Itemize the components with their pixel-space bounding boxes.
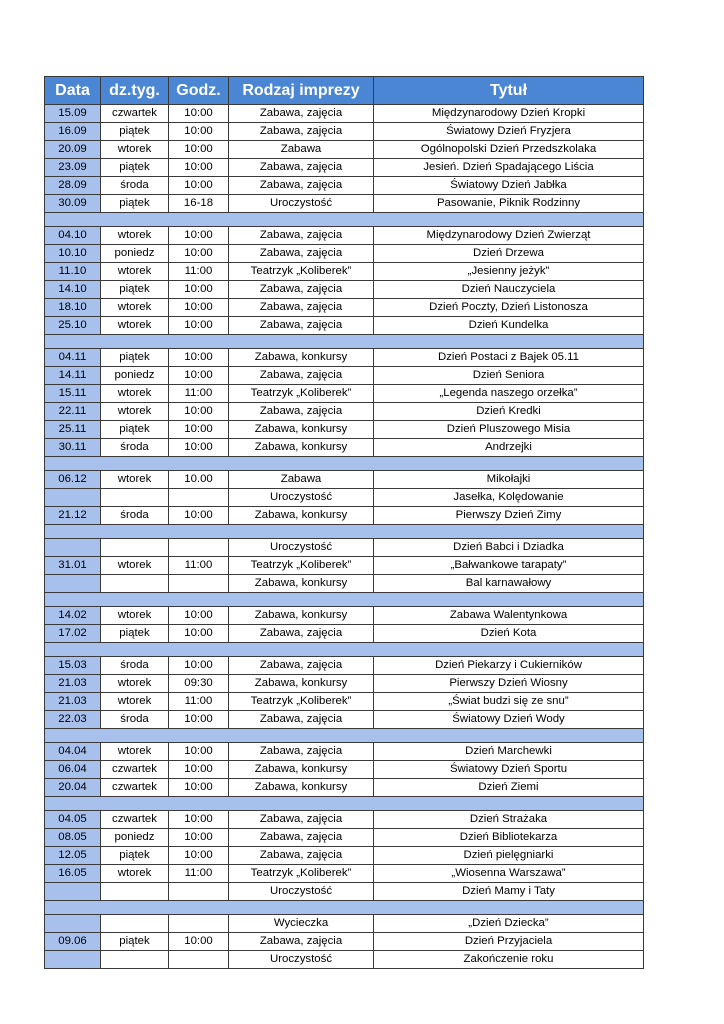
- cell-type: Zabawa, zajęcia: [229, 281, 374, 299]
- cell-date: 22.11: [45, 403, 101, 421]
- cell-date: 21.03: [45, 693, 101, 711]
- month-separator: [45, 335, 644, 349]
- table-row: [45, 575, 644, 593]
- cell-title: Dzień Kota: [374, 625, 644, 643]
- cell-title: „Dzień Dziecka”: [374, 915, 644, 933]
- cell-date: [45, 951, 101, 969]
- table-row: [45, 281, 644, 299]
- cell-type: Zabawa: [229, 141, 374, 159]
- table-row: [45, 245, 644, 263]
- cell-time: 10:00: [169, 829, 229, 847]
- table-row: [45, 159, 644, 177]
- table-row: [45, 693, 644, 711]
- header-time: Godz.: [169, 77, 229, 105]
- cell-date: 04.10: [45, 227, 101, 245]
- cell-type: Zabawa, zajęcia: [229, 245, 374, 263]
- cell-title: Międzynarodowy Dzień Zwierząt: [374, 227, 644, 245]
- cell-title: Dzień Kundelka: [374, 317, 644, 335]
- cell-time: 10:00: [169, 367, 229, 385]
- separator-cell: [45, 593, 644, 607]
- cell-date: 20.04: [45, 779, 101, 797]
- cell-time: 10:00: [169, 507, 229, 525]
- cell-date: 17.02: [45, 625, 101, 643]
- cell-date: 06.12: [45, 471, 101, 489]
- cell-date: 25.10: [45, 317, 101, 335]
- header-date: Data: [45, 77, 101, 105]
- month-separator: [45, 593, 644, 607]
- table-row: [45, 847, 644, 865]
- cell-type: Teatrzyk „Koliberek”: [229, 865, 374, 883]
- cell-date: 21.03: [45, 675, 101, 693]
- cell-time: [169, 883, 229, 901]
- table-row: [45, 933, 644, 951]
- cell-type: Zabawa, zajęcia: [229, 829, 374, 847]
- table-row: [45, 657, 644, 675]
- cell-day: piątek: [101, 281, 169, 299]
- cell-date: 14.11: [45, 367, 101, 385]
- cell-title: Światowy Dzień Wody: [374, 711, 644, 729]
- separator-cell: [45, 729, 644, 743]
- cell-type: Zabawa, zajęcia: [229, 367, 374, 385]
- cell-time: 10:00: [169, 421, 229, 439]
- cell-date: 06.04: [45, 761, 101, 779]
- cell-date: 16.05: [45, 865, 101, 883]
- cell-day: piątek: [101, 123, 169, 141]
- cell-time: 10:00: [169, 607, 229, 625]
- cell-type: Zabawa, konkursy: [229, 761, 374, 779]
- cell-day: wtorek: [101, 299, 169, 317]
- cell-title: „Świat budzi się ze snu”: [374, 693, 644, 711]
- cell-type: Uroczystość: [229, 195, 374, 213]
- cell-title: Bal karnawałowy: [374, 575, 644, 593]
- cell-date: [45, 489, 101, 507]
- table-row: [45, 779, 644, 797]
- cell-time: 10:00: [169, 403, 229, 421]
- cell-day: wtorek: [101, 317, 169, 335]
- cell-day: wtorek: [101, 693, 169, 711]
- separator-cell: [45, 901, 644, 915]
- cell-day: środa: [101, 657, 169, 675]
- cell-date: 15.11: [45, 385, 101, 403]
- header-title: Tytuł: [374, 77, 644, 105]
- cell-day: wtorek: [101, 675, 169, 693]
- cell-time: 10:00: [169, 281, 229, 299]
- cell-date: 28.09: [45, 177, 101, 195]
- cell-type: Wycieczka: [229, 915, 374, 933]
- cell-title: Jasełka, Kolędowanie: [374, 489, 644, 507]
- cell-time: 10:00: [169, 317, 229, 335]
- cell-day: poniedz: [101, 367, 169, 385]
- cell-title: Dzień Strażaka: [374, 811, 644, 829]
- cell-date: 21.12: [45, 507, 101, 525]
- cell-title: Dzień Poczty, Dzień Listonosza: [374, 299, 644, 317]
- cell-time: 10:00: [169, 847, 229, 865]
- cell-time: 11:00: [169, 385, 229, 403]
- cell-day: [101, 915, 169, 933]
- cell-type: Teatrzyk „Koliberek”: [229, 263, 374, 281]
- cell-date: [45, 883, 101, 901]
- table-row: [45, 829, 644, 847]
- cell-title: „Wiosenna Warszawa”: [374, 865, 644, 883]
- table-row: [45, 227, 644, 245]
- cell-day: środa: [101, 507, 169, 525]
- cell-time: 10:00: [169, 159, 229, 177]
- cell-title: Dzień pielęgniarki: [374, 847, 644, 865]
- table-row: [45, 675, 644, 693]
- cell-date: 15.09: [45, 105, 101, 123]
- cell-time: 11:00: [169, 263, 229, 281]
- cell-date: 04.04: [45, 743, 101, 761]
- cell-day: wtorek: [101, 557, 169, 575]
- cell-type: Zabawa, konkursy: [229, 675, 374, 693]
- cell-time: 10:00: [169, 625, 229, 643]
- cell-time: 10:00: [169, 177, 229, 195]
- cell-day: środa: [101, 439, 169, 457]
- table-row: [45, 915, 644, 933]
- table-header: [45, 77, 644, 105]
- cell-title: Dzień Babci i Dziadka: [374, 539, 644, 557]
- cell-date: [45, 915, 101, 933]
- table-row: [45, 507, 644, 525]
- cell-day: piątek: [101, 847, 169, 865]
- cell-time: 10:00: [169, 711, 229, 729]
- cell-title: Dzień Nauczyciela: [374, 281, 644, 299]
- table-row: [45, 761, 644, 779]
- cell-time: [169, 575, 229, 593]
- cell-day: wtorek: [101, 607, 169, 625]
- cell-day: poniedz: [101, 245, 169, 263]
- cell-time: 10:00: [169, 657, 229, 675]
- cell-type: Zabawa, konkursy: [229, 421, 374, 439]
- cell-day: piątek: [101, 349, 169, 367]
- cell-time: 10:00: [169, 227, 229, 245]
- header-day: dz.tyg.: [101, 77, 169, 105]
- cell-title: Międzynarodowy Dzień Kropki: [374, 105, 644, 123]
- cell-type: Zabawa, konkursy: [229, 507, 374, 525]
- cell-date: 31.01: [45, 557, 101, 575]
- cell-title: Dzień Bibliotekarza: [374, 829, 644, 847]
- cell-day: czwartek: [101, 105, 169, 123]
- month-separator: [45, 457, 644, 471]
- cell-day: wtorek: [101, 263, 169, 281]
- table-row: [45, 625, 644, 643]
- cell-title: Pierwszy Dzień Zimy: [374, 507, 644, 525]
- cell-type: Zabawa, zajęcia: [229, 711, 374, 729]
- cell-date: 04.11: [45, 349, 101, 367]
- table-row: [45, 811, 644, 829]
- cell-day: środa: [101, 711, 169, 729]
- cell-title: Zabawa Walentynkowa: [374, 607, 644, 625]
- cell-time: 10:00: [169, 811, 229, 829]
- cell-date: 18.10: [45, 299, 101, 317]
- cell-date: 30.11: [45, 439, 101, 457]
- cell-title: Andrzejki: [374, 439, 644, 457]
- cell-type: Zabawa, konkursy: [229, 607, 374, 625]
- cell-date: 08.05: [45, 829, 101, 847]
- cell-title: Pasowanie, Piknik Rodzinny: [374, 195, 644, 213]
- cell-title: Światowy Dzień Sportu: [374, 761, 644, 779]
- table-row: [45, 711, 644, 729]
- cell-time: 10:00: [169, 105, 229, 123]
- cell-title: „Bałwankowe tarapaty”: [374, 557, 644, 575]
- table-row: [45, 141, 644, 159]
- cell-date: 12.05: [45, 847, 101, 865]
- cell-day: piątek: [101, 933, 169, 951]
- cell-type: Zabawa, zajęcia: [229, 227, 374, 245]
- cell-type: Zabawa, konkursy: [229, 439, 374, 457]
- cell-title: Pierwszy Dzień Wiosny: [374, 675, 644, 693]
- header-type: Rodzaj imprezy: [229, 77, 374, 105]
- cell-date: 30.09: [45, 195, 101, 213]
- separator-cell: [45, 457, 644, 471]
- cell-type: Zabawa: [229, 471, 374, 489]
- cell-date: 22.03: [45, 711, 101, 729]
- table-row: [45, 883, 644, 901]
- cell-date: 14.10: [45, 281, 101, 299]
- cell-day: [101, 489, 169, 507]
- cell-day: wtorek: [101, 227, 169, 245]
- cell-date: 09.06: [45, 933, 101, 951]
- cell-date: 11.10: [45, 263, 101, 281]
- cell-day: piątek: [101, 625, 169, 643]
- table-row: [45, 403, 644, 421]
- cell-day: wtorek: [101, 743, 169, 761]
- cell-type: Zabawa, konkursy: [229, 779, 374, 797]
- cell-day: [101, 883, 169, 901]
- separator-cell: [45, 797, 644, 811]
- cell-day: piątek: [101, 421, 169, 439]
- cell-type: Zabawa, zajęcia: [229, 625, 374, 643]
- cell-title: Dzień Marchewki: [374, 743, 644, 761]
- cell-type: Zabawa, zajęcia: [229, 811, 374, 829]
- table-row: [45, 105, 644, 123]
- table-row: [45, 539, 644, 557]
- cell-day: [101, 539, 169, 557]
- cell-day: wtorek: [101, 865, 169, 883]
- cell-type: Teatrzyk „Koliberek”: [229, 693, 374, 711]
- cell-type: Uroczystość: [229, 489, 374, 507]
- table-row: [45, 123, 644, 141]
- cell-type: Zabawa, konkursy: [229, 575, 374, 593]
- cell-time: [169, 539, 229, 557]
- cell-date: [45, 575, 101, 593]
- cell-title: „Jesienny jeżyk”: [374, 263, 644, 281]
- cell-type: Zabawa, zajęcia: [229, 403, 374, 421]
- cell-type: Uroczystość: [229, 951, 374, 969]
- cell-title: Dzień Ziemi: [374, 779, 644, 797]
- table-row: [45, 385, 644, 403]
- month-separator: [45, 213, 644, 227]
- cell-time: 10:00: [169, 299, 229, 317]
- table-body: [45, 105, 644, 969]
- cell-date: 25.11: [45, 421, 101, 439]
- cell-time: 10:00: [169, 743, 229, 761]
- table-row: [45, 471, 644, 489]
- cell-time: [169, 951, 229, 969]
- cell-date: [45, 539, 101, 557]
- cell-type: Teatrzyk „Koliberek”: [229, 385, 374, 403]
- table-row: [45, 489, 644, 507]
- cell-time: 10:00: [169, 245, 229, 263]
- cell-date: 04.05: [45, 811, 101, 829]
- cell-time: 10.00: [169, 471, 229, 489]
- cell-day: wtorek: [101, 471, 169, 489]
- cell-date: 14.02: [45, 607, 101, 625]
- cell-title: Dzień Piekarzy i Cukierników: [374, 657, 644, 675]
- cell-date: 10.10: [45, 245, 101, 263]
- header-row: [45, 77, 644, 105]
- cell-type: Zabawa, zajęcia: [229, 123, 374, 141]
- cell-day: piątek: [101, 195, 169, 213]
- separator-cell: [45, 525, 644, 539]
- cell-time: 10:00: [169, 349, 229, 367]
- table-row: [45, 195, 644, 213]
- cell-type: Zabawa, zajęcia: [229, 177, 374, 195]
- cell-time: 11:00: [169, 865, 229, 883]
- cell-type: Zabawa, zajęcia: [229, 317, 374, 335]
- cell-day: piątek: [101, 159, 169, 177]
- cell-title: Dzień Mamy i Taty: [374, 883, 644, 901]
- table-row: [45, 951, 644, 969]
- cell-type: Zabawa, zajęcia: [229, 657, 374, 675]
- cell-day: czwartek: [101, 779, 169, 797]
- cell-title: Zakończenie roku: [374, 951, 644, 969]
- cell-date: 16.09: [45, 123, 101, 141]
- cell-date: 20.09: [45, 141, 101, 159]
- table-row: [45, 299, 644, 317]
- cell-day: wtorek: [101, 385, 169, 403]
- cell-type: Teatrzyk „Koliberek”: [229, 557, 374, 575]
- cell-time: 10:00: [169, 933, 229, 951]
- separator-cell: [45, 213, 644, 227]
- cell-day: wtorek: [101, 141, 169, 159]
- table-row: [45, 607, 644, 625]
- cell-time: 10:00: [169, 779, 229, 797]
- cell-title: Ogólnopolski Dzień Przedszkolaka: [374, 141, 644, 159]
- cell-time: [169, 915, 229, 933]
- table-row: [45, 439, 644, 457]
- cell-type: Zabawa, zajęcia: [229, 743, 374, 761]
- cell-title: Dzień Seniora: [374, 367, 644, 385]
- cell-time: 10:00: [169, 439, 229, 457]
- cell-date: 15.03: [45, 657, 101, 675]
- table-row: [45, 317, 644, 335]
- cell-type: Zabawa, zajęcia: [229, 105, 374, 123]
- cell-type: Zabawa, zajęcia: [229, 847, 374, 865]
- cell-type: Uroczystość: [229, 539, 374, 557]
- cell-type: Zabawa, zajęcia: [229, 159, 374, 177]
- month-separator: [45, 797, 644, 811]
- cell-title: Jesień. Dzień Spadającego Liścia: [374, 159, 644, 177]
- month-separator: [45, 729, 644, 743]
- cell-day: środa: [101, 177, 169, 195]
- separator-cell: [45, 643, 644, 657]
- cell-day: [101, 575, 169, 593]
- cell-time: 11:00: [169, 693, 229, 711]
- cell-title: Dzień Drzewa: [374, 245, 644, 263]
- cell-date: 23.09: [45, 159, 101, 177]
- cell-time: 16-18: [169, 195, 229, 213]
- cell-time: 10:00: [169, 141, 229, 159]
- cell-type: Uroczystość: [229, 883, 374, 901]
- cell-time: 10:00: [169, 123, 229, 141]
- cell-title: Dzień Postaci z Bajek 05.11: [374, 349, 644, 367]
- cell-time: 10:00: [169, 761, 229, 779]
- cell-type: Zabawa, zajęcia: [229, 933, 374, 951]
- table-row: [45, 865, 644, 883]
- cell-title: Dzień Kredki: [374, 403, 644, 421]
- table-row: [45, 743, 644, 761]
- cell-title: Dzień Przyjaciela: [374, 933, 644, 951]
- cell-time: 11:00: [169, 557, 229, 575]
- month-separator: [45, 901, 644, 915]
- table-row: [45, 557, 644, 575]
- month-separator: [45, 643, 644, 657]
- cell-title: „Legenda naszego orzełka”: [374, 385, 644, 403]
- table-row: [45, 349, 644, 367]
- table-row: [45, 263, 644, 281]
- cell-day: wtorek: [101, 403, 169, 421]
- cell-title: Światowy Dzień Jabłka: [374, 177, 644, 195]
- month-separator: [45, 525, 644, 539]
- table-row: [45, 177, 644, 195]
- table-row: [45, 421, 644, 439]
- cell-time: [169, 489, 229, 507]
- events-table: [44, 76, 644, 969]
- separator-cell: [45, 335, 644, 349]
- cell-day: [101, 951, 169, 969]
- cell-title: Dzień Pluszowego Misia: [374, 421, 644, 439]
- cell-time: 09:30: [169, 675, 229, 693]
- cell-day: czwartek: [101, 811, 169, 829]
- cell-day: czwartek: [101, 761, 169, 779]
- cell-type: Zabawa, konkursy: [229, 349, 374, 367]
- cell-title: Mikołajki: [374, 471, 644, 489]
- table-row: [45, 367, 644, 385]
- cell-title: Światowy Dzień Fryzjera: [374, 123, 644, 141]
- cell-type: Zabawa, zajęcia: [229, 299, 374, 317]
- cell-day: poniedz: [101, 829, 169, 847]
